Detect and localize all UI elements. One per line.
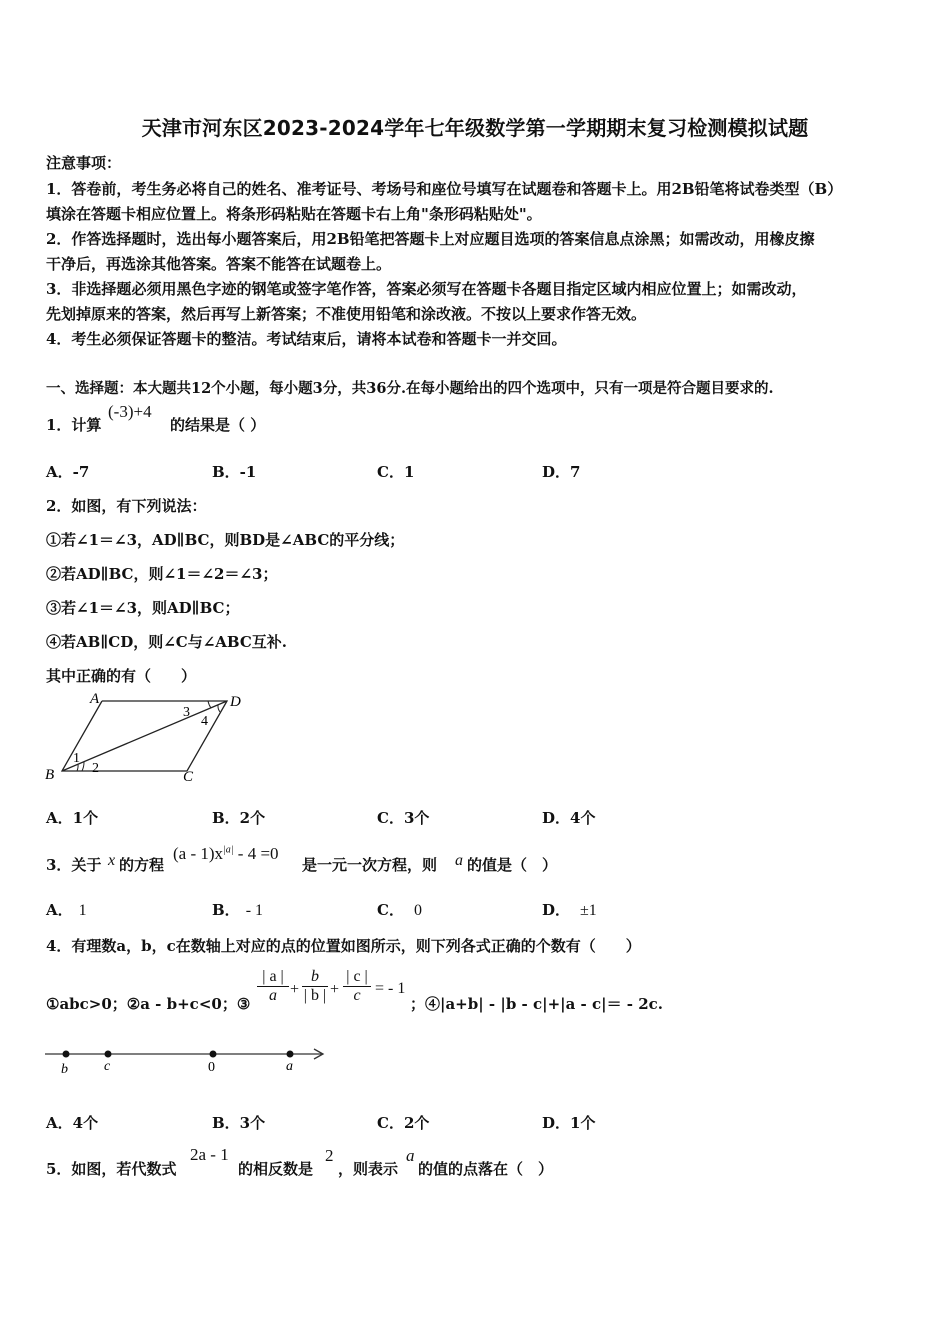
q3-option-b [212, 899, 263, 920]
q4-fraction-1 [257, 968, 289, 1005]
q2-option-a: A．1个 [46, 809, 99, 827]
angle-1-label: 1 [73, 751, 80, 766]
q3-option-b-value: - 1 [245, 902, 264, 919]
q2-statement-3: ③若∠1＝∠3，则AD∥BC； [46, 599, 240, 617]
q3-option-b-label: B． [212, 901, 240, 919]
q1-expression: (-3)+4 [108, 402, 152, 421]
q2-option-b: B．2个 [212, 809, 266, 827]
q5-pre: 5．如图，若代数式 [46, 1160, 177, 1178]
angle-3-label: 3 [183, 705, 190, 720]
notice-line: 4．考生必须保证答题卡的整洁。考试结束后，请将本试卷和答题卡一并交回。 [46, 330, 567, 348]
q1-stem-pre: 1．计算 [46, 416, 102, 434]
q4-plus-2: + [330, 981, 340, 998]
q3-option-a [46, 899, 87, 920]
axis-origin-label: 0 [208, 1060, 215, 1075]
q2-option-d: D．4个 [542, 809, 596, 827]
q5-post2: 的值的点落在（ ） [418, 1160, 554, 1178]
q5-value: 2 [325, 1146, 334, 1165]
section-heading: 一、选择题：本大题共12个小题，每小题3分，共36分.在每小题给出的四个选项中，只有一项是符合题目要求的. [46, 380, 774, 397]
q3-post1: 是一元一次方程，则 [302, 856, 438, 874]
q3-var-x: x [108, 852, 116, 869]
q3-option-a-label: A． [46, 901, 73, 919]
axis-point-a-label: a [286, 1059, 293, 1074]
q4-fraction-1-den: a [257, 986, 289, 1005]
vertex-a-label: A [90, 691, 100, 707]
vertex-d-label: D [230, 694, 241, 710]
q3-option-d-value: ±1 [580, 902, 597, 919]
q4-option-d: D．1个 [542, 1114, 596, 1132]
q5-expression [190, 1145, 229, 1165]
q5-var-a: a [406, 1146, 415, 1165]
q4-option-b: B．3个 [212, 1114, 266, 1132]
q3-option-d [542, 899, 597, 920]
q5-mid: 的相反数是 [238, 1160, 314, 1178]
page-title: 天津市河东区2023-2024学年七年级数学第一学期期末复习检测模拟试题 [141, 116, 809, 140]
question-4-stem: 4．有理数a，b，c在数轴上对应的点的位置如图所示，则下列各式正确的个数有（ ） [46, 937, 641, 955]
q2-statement-4: ④若AB∥CD，则∠C与∠ABC互补. [46, 633, 288, 651]
q3-equation [173, 844, 279, 864]
q3-post2: 的值是（ ） [467, 856, 558, 874]
question-2-stem: 2．如图，有下列说法： [46, 497, 207, 515]
q3-eq-left: (a - 1)x [173, 844, 224, 863]
q2-parallelogram-figure [40, 688, 260, 788]
notice-line: 3．非选择题必须用黑色字迹的钢笔或签字笔作答，答案必须写在答题卡各题目指定区域内相应位置上；如需改动， [46, 280, 807, 298]
q3-mid: 的方程 [119, 856, 165, 874]
q3-eq-exponent: |a| [223, 844, 234, 856]
q4-fraction-2-den: | b | [303, 987, 327, 1004]
q4-fraction-2 [302, 968, 328, 1005]
q4-fraction-1-num: | a | [262, 968, 284, 985]
q4-statement-4: ；④|a+b| - |b - c|+|a - c|＝ - 2c. [410, 995, 664, 1013]
vertex-b-label: B [45, 767, 55, 783]
q3-option-c-label: C． [377, 901, 404, 919]
notice-line: 2．作答选择题时，选出每小题答案后，用2B铅笔把答题卡上对应题目选项的答案信息点涂黑；如需改动，用橡皮擦 [46, 230, 815, 248]
q4-option-c: C．2个 [377, 1114, 430, 1132]
q5-expression-text: 2a - 1 [190, 1145, 229, 1164]
q3-option-d-label: D． [542, 901, 571, 919]
q5-post1: ，则表示 [338, 1160, 399, 1178]
q2-statement-2: ②若AD∥BC，则∠1＝∠2＝∠3； [46, 565, 278, 583]
question-1-stem [46, 414, 101, 435]
q2-statement-1: ①若∠1＝∠3，AD∥BC，则BD是∠ABC的平分线； [46, 531, 405, 549]
q3-option-a-value: 1 [78, 902, 87, 919]
q2-ask: 其中正确的有（ ） [46, 667, 197, 685]
q4-fraction-3-num: | c | [346, 968, 368, 985]
axis-point-c-label: c [104, 1059, 111, 1074]
notice-line: 1．答卷前，考生务必将自己的姓名、准考证号、考场号和座位号填写在试题卷和答题卡上。用2B铅笔将试卷类型（B） [46, 180, 843, 198]
notice-line: 先划掉原来的答案，然后再写上新答案；不准使用铅笔和涂改液。不按以上要求作答无效。 [46, 305, 647, 323]
q3-var-a: a [455, 852, 463, 869]
notice-line: 干净后，再选涂其他答案。答案不能答在试题卷上。 [46, 255, 392, 273]
angle-2-label: 2 [92, 761, 99, 776]
q3-pre: 3．关于 [46, 856, 102, 874]
q2-option-c: C．3个 [377, 809, 430, 827]
q1-option-a: A．-7 [46, 463, 90, 481]
notice-line: 填涂在答题卡相应位置上。将条形码粘贴在答题卡右上角"条形码粘贴处"。 [46, 205, 542, 223]
q4-number-line [40, 1042, 335, 1078]
q4-plus-1: + [290, 981, 300, 998]
q3-option-c-value: 0 [413, 902, 422, 919]
q3-eq-right: - 4 =0 [233, 844, 279, 863]
q1-option-d: D．7 [542, 463, 581, 481]
q4-equals: = - 1 [375, 980, 406, 997]
q4-fraction-2-num: b [311, 968, 319, 985]
vertex-c-label: C [183, 769, 194, 785]
q1-option-c: C．1 [377, 463, 415, 481]
q4-fraction-3-den: c [343, 986, 371, 1005]
notice-heading: 注意事项： [46, 154, 122, 172]
q3-option-c [377, 899, 422, 920]
q1-option-b: B．-1 [212, 463, 257, 481]
q1-stem-post: 的结果是（ ） [170, 416, 266, 434]
axis-point-b-label: b [61, 1062, 68, 1077]
q4-option-a: A．4个 [46, 1114, 99, 1132]
q4-fraction-3 [343, 968, 371, 1005]
q4-statements-1-2: ①abc>0；②a - b+c<0；③ [46, 995, 251, 1013]
angle-4-label: 4 [201, 714, 208, 729]
